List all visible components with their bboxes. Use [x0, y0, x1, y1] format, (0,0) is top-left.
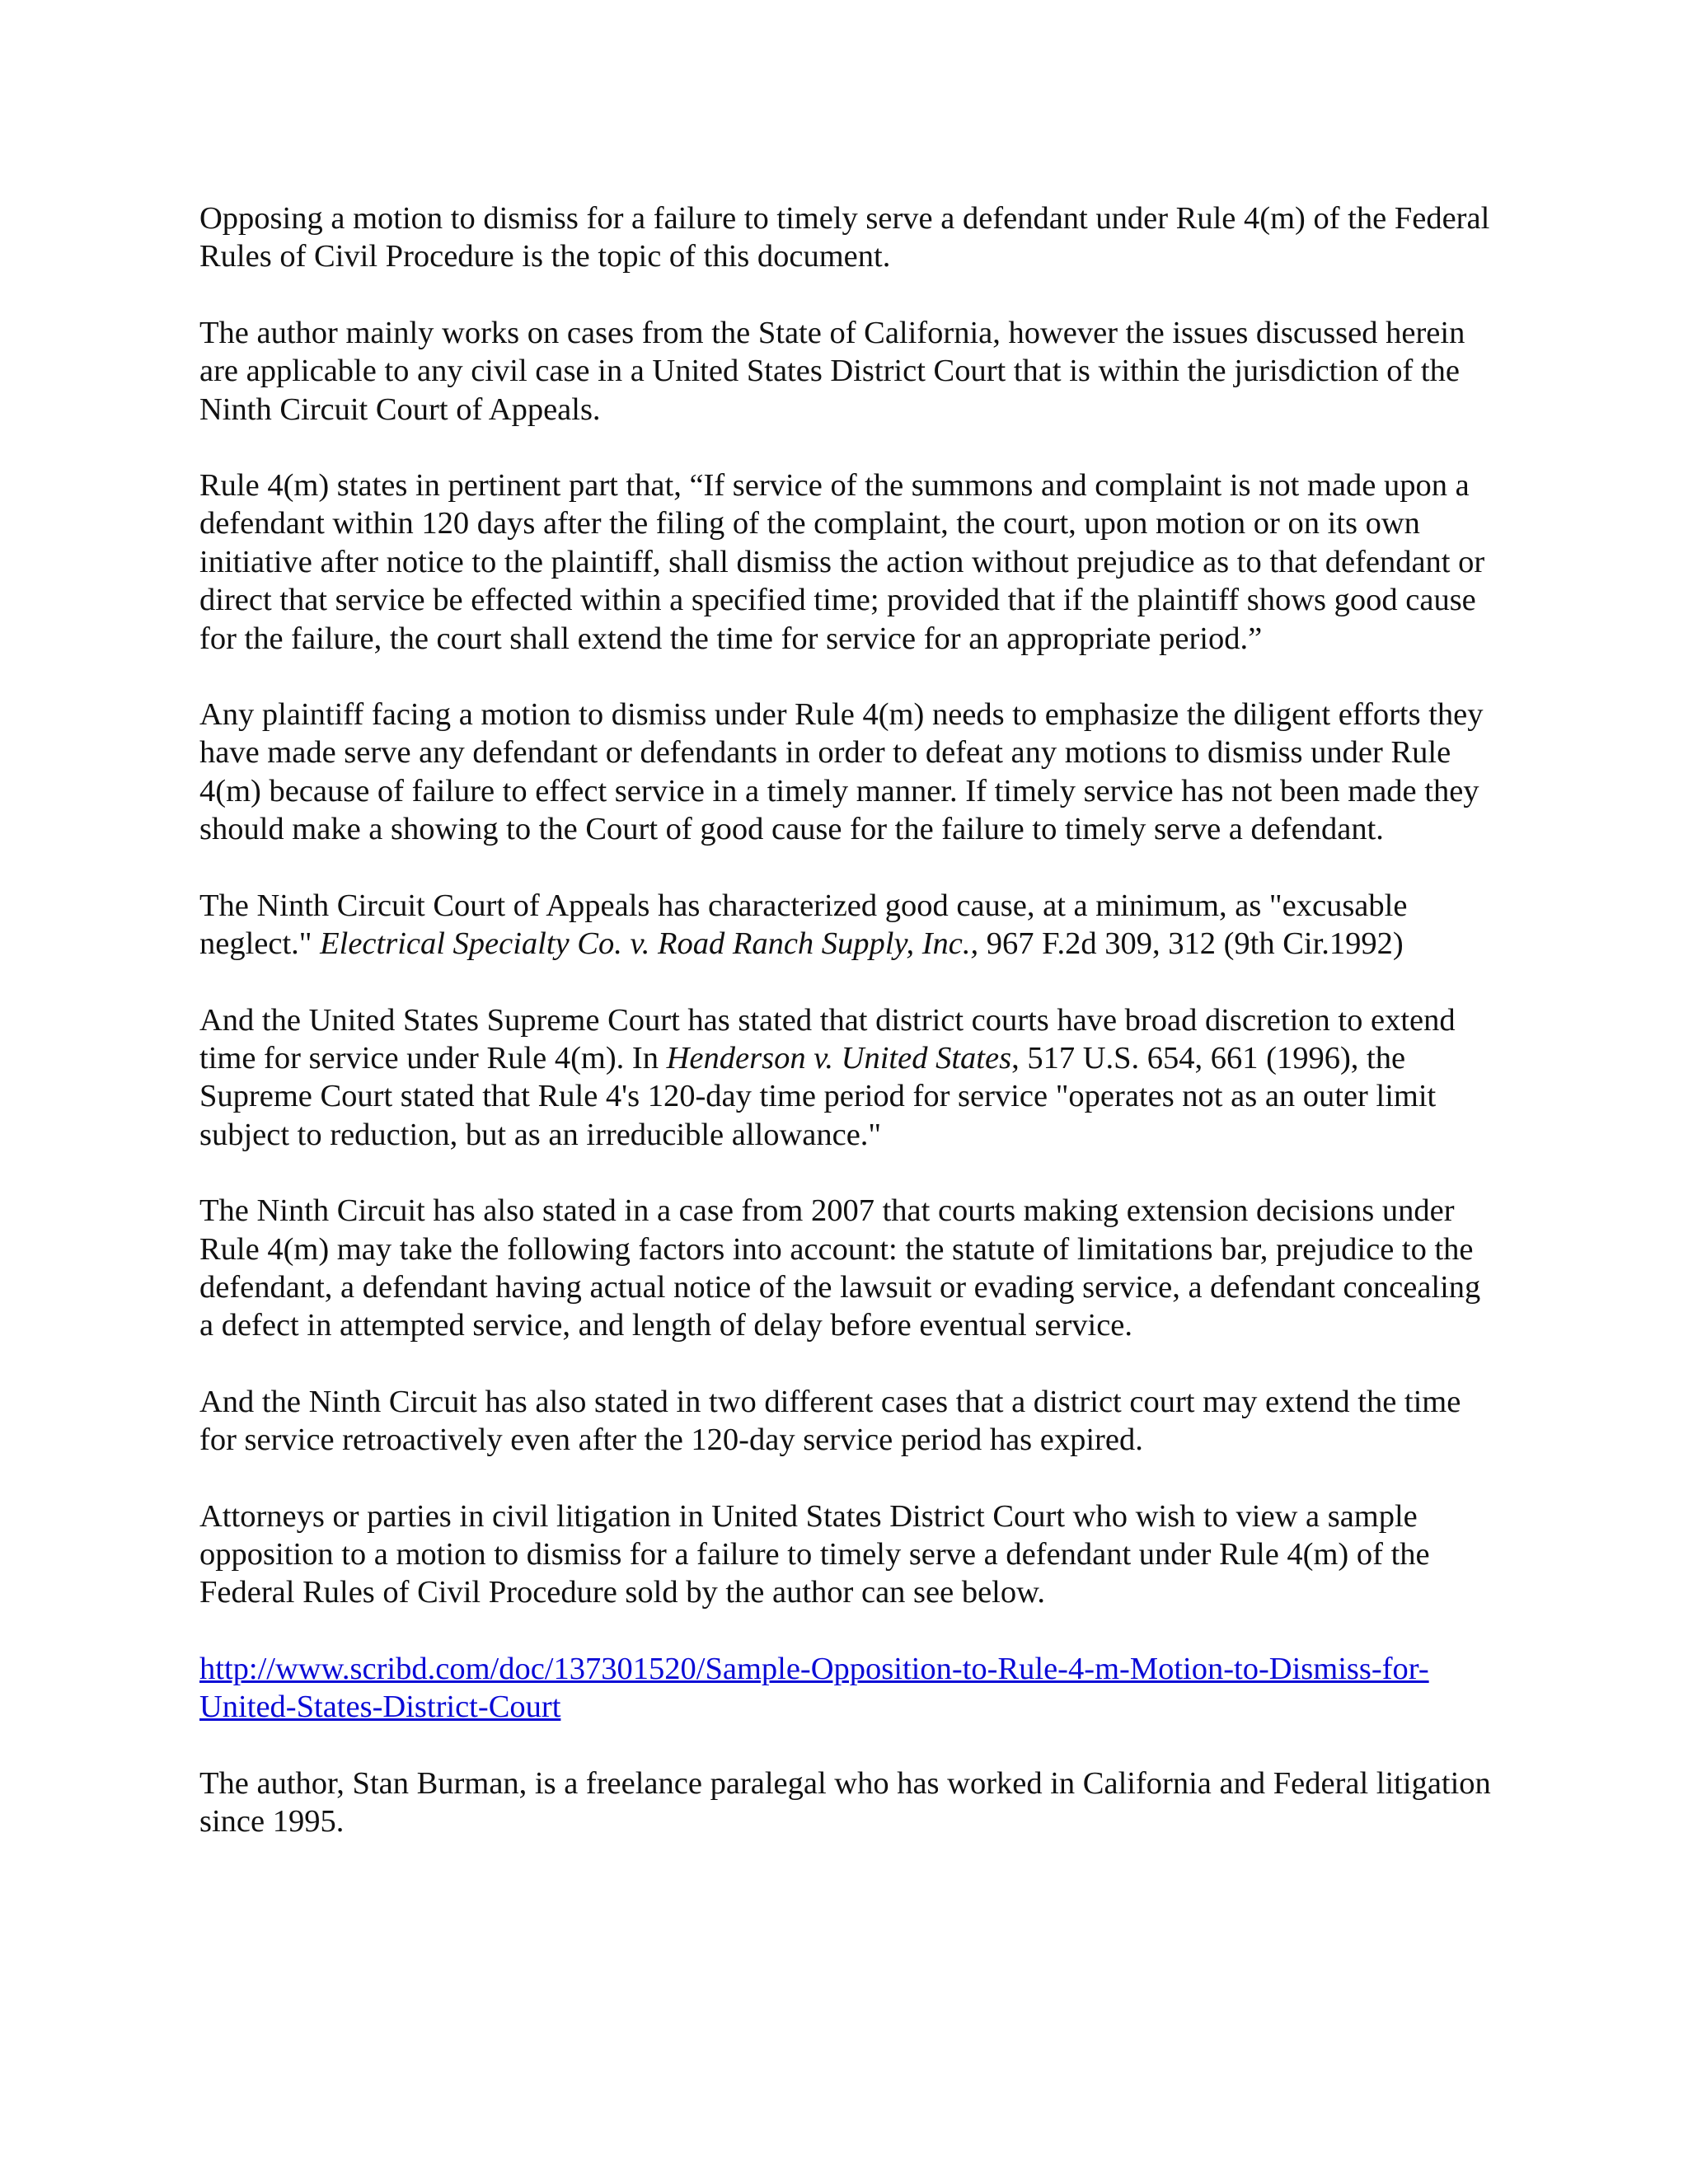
paragraph-text: The Ninth Circuit has also stated in a case from 2007 that courts making extension decisions under Rule 4(m) may take the following factors into account: the statute of limitations bar, prejudice to the defendant, a defendant having actual notice of the lawsuit or evading service, a defendant concealing a defect in attempted service, and length of delay before eventual service.	[199, 1193, 1481, 1343]
link-text-line1[interactable]: http://www.scribd.com/doc/137301520/Sample-Opposition-to-Rule-4-m-Motion-to-Dismiss-for-	[199, 1651, 1429, 1686]
case-citation: Henderson v. United States	[666, 1040, 1012, 1076]
paragraph-text: And the Ninth Circuit has also stated in two different cases that a district court may extend the time for service retroactively even after the 120-day service period has expired.	[199, 1384, 1461, 1458]
paragraph-text: The Ninth Circuit Court of Appeals has characterized good cause, at a minimum, as "excusable neglect."	[199, 888, 1408, 962]
paragraph-text: Opposing a motion to dismiss for a failure to timely serve a defendant under Rule 4(m) of the Federal Rules of Civil Procedure is the topic of this document.	[199, 201, 1490, 274]
link-text-line2[interactable]: United-States-District-Court	[199, 1690, 561, 1725]
document-page	[199, 199, 1502, 1878]
sample-document-link[interactable]	[199, 1652, 1429, 1724]
paragraph-text: The author mainly works on cases from the State of California, however the issues discussed herein are applicable to any civil case in a United States District Court that is within the jurisdiction of the Ninth Circuit Court of Appeals.	[199, 315, 1465, 427]
paragraph-rule-quote	[199, 466, 1502, 658]
paragraph-text: , 517 U.S. 654, 661 (1996), the Supreme Court stated that Rule 4's 120-day time period for service "operates not as an outer limit subject to reduction, but as an irreducible allowance."	[199, 1040, 1437, 1152]
paragraph-supreme-court	[199, 1001, 1502, 1155]
paragraph-text: Rule 4(m) states in pertinent part that, “If service of the summons and complaint is not made upon a defendant within 120 days after the filing of the complaint, the court, upon motion or on its own initiative after notice to the plaintiff, shall dismiss the action without prejudice as to that defendant or direct that service be effected within a specified time; provided that if the plaintiff shows good cause for the failure, the court shall extend the time for service for an appropriate period.”	[199, 468, 1485, 656]
paragraph-author-bio	[199, 1765, 1502, 1841]
paragraph-text: And the United States Supreme Court has stated that district courts have broad discretion to extend time for service under Rule 4(m). In	[199, 1002, 1456, 1076]
paragraph-retroactive	[199, 1383, 1502, 1460]
case-citation: Electrical Specialty Co. v. Road Ranch Supply, Inc.,	[320, 926, 979, 962]
paragraph-text: The author, Stan Burman, is a freelance paralegal who has worked in California and Federal litigation since 1995.	[199, 1765, 1491, 1839]
paragraph-text: Attorneys or parties in civil litigation in United States District Court who wish to view a sample opposition to a motion to dismiss for a failure to timely serve a defendant under Rule 4(m) of the Federal Rules of Civil Procedure sold by the author can see below.	[199, 1498, 1430, 1610]
paragraph-scope	[199, 314, 1502, 429]
paragraph-link	[199, 1650, 1502, 1727]
paragraph-text: 967 F.2d 309, 312 (9th Cir.1992)	[978, 926, 1404, 962]
paragraph-good-cause	[199, 887, 1502, 963]
paragraph-text: Any plaintiff facing a motion to dismiss under Rule 4(m) needs to emphasize the diligent efforts they have made serve any defendant or defendants in order to defeat any motions to dismiss under Rule 4(m) because of failure to effect service in a timely manner. If timely service has not been made they should make a showing to the Court of good cause for the failure to timely serve a defendant.	[199, 697, 1484, 847]
paragraph-factors	[199, 1192, 1502, 1345]
paragraph-plaintiff-advice	[199, 696, 1502, 849]
paragraph-intro	[199, 199, 1502, 276]
paragraph-sample-offer	[199, 1497, 1502, 1612]
